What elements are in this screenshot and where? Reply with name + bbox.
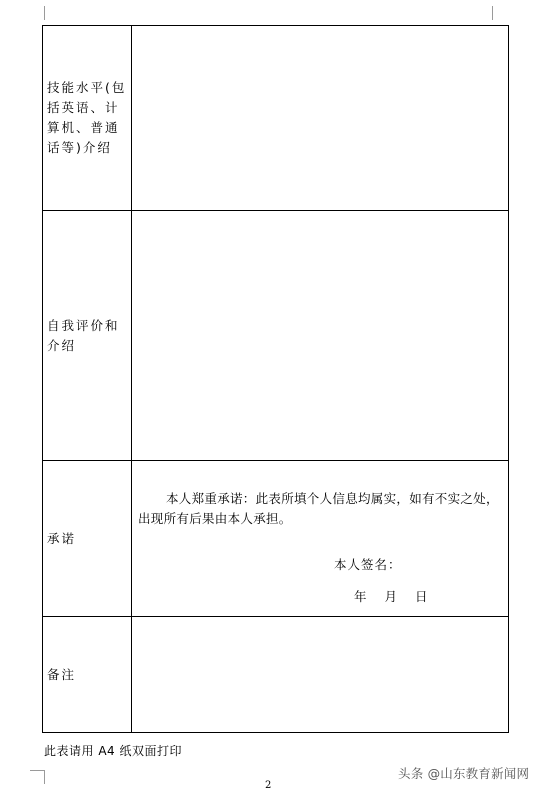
remarks-field[interactable] <box>132 617 509 733</box>
label-pledge: 承诺 <box>43 461 132 617</box>
signature-label: 本人签名： <box>334 557 402 572</box>
page-number: 2 <box>265 780 272 791</box>
date-month-label: 月 <box>384 589 398 604</box>
table-row-self-evaluation <box>43 211 509 461</box>
print-footnote: 此表请用 A4 纸双面打印 <box>44 744 182 758</box>
crop-mark-bottom-left-h <box>30 770 44 771</box>
pledge-cell <box>132 461 509 617</box>
crop-mark-top-left-v <box>44 6 45 20</box>
application-form-table <box>42 25 509 733</box>
label-skills: 技能水平(包括英语、计算机、普通话等)介绍 <box>43 26 132 211</box>
date-line <box>354 587 508 605</box>
watermark: 头条 @山东教育新闻网 <box>398 766 530 781</box>
skills-field[interactable] <box>132 26 509 211</box>
table-row-remarks <box>43 617 509 733</box>
crop-mark-top-right-v <box>492 6 493 20</box>
label-self-evaluation: 自我评价和介绍 <box>43 211 132 461</box>
table-row-pledge <box>43 461 509 617</box>
pledge-text: 本人郑重承诺：此表所填个人信息均属实，如有不实之处，出现所有后果由本人承担。 <box>138 491 499 526</box>
crop-mark-bottom-left-v <box>44 770 45 784</box>
date-day-label: 日 <box>415 589 428 604</box>
label-remarks: 备注 <box>43 617 132 733</box>
date-year-label: 年 <box>354 589 367 604</box>
table-row-skills <box>43 26 509 211</box>
self-evaluation-field[interactable] <box>132 211 509 461</box>
